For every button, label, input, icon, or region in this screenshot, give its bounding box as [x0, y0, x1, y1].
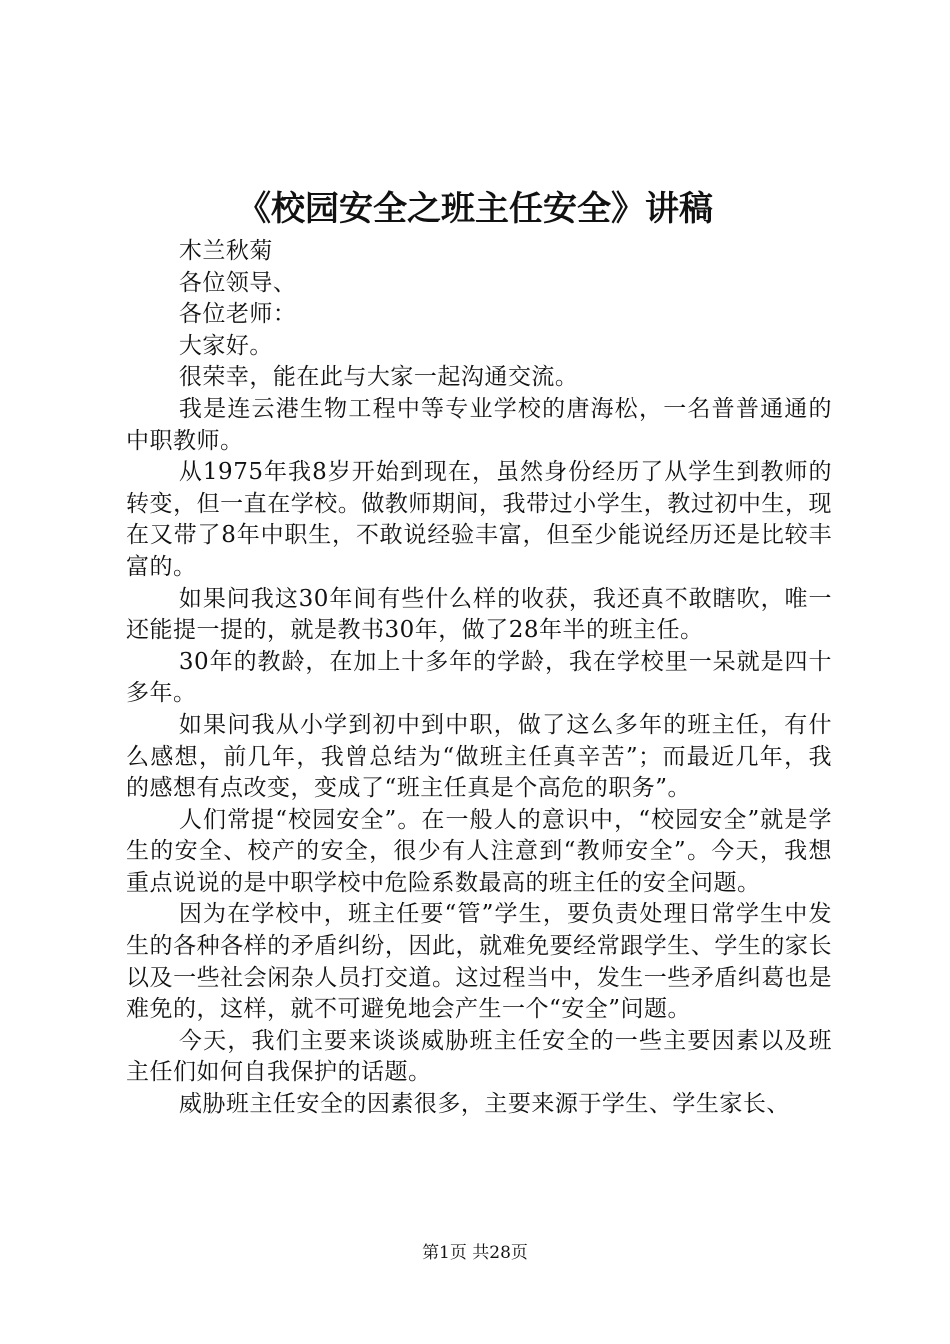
greeting: 大家好。 — [178, 332, 273, 359]
paragraph: 人们常提“校园安全”。在一般人的意识中，“校园安全”就是学生的安全、校产的安全，很少有人注意到“教师安全”。今天，我想重点说说的是中职学校中危险系数最高的班主任的安全问题。 — [126, 806, 832, 896]
paragraph: 今天，我们主要来谈谈威胁班主任安全的一些主要因素以及班主任们如何自我保护的话题。 — [126, 1027, 832, 1086]
paragraph: 30年的教龄，在加上十多年的学龄，我在学校里一呆就是四十多年。 — [126, 648, 832, 707]
salutation-leaders: 各位领导、 — [178, 269, 297, 296]
paragraph: 因为在学校中，班主任要“管”学生，要负责处理日常学生中发生的各种各样的矛盾纠纷，因此，就难免要经常跟学生、学生的家长以及一些社会闲杂人员打交道。这过程当中，发生一些矛盾纠葛也是难免的，这样，就不可避免地会产生一个“安全”问题。 — [126, 901, 832, 1023]
paragraph: 如果问我从小学到初中到中职，做了这么多年的班主任，有什么感想，前几年，我曾总结为“做班主任真辛苦”；而最近几年，我的感想有点改变，变成了“班主任真是个高危的职务”。 — [126, 711, 832, 802]
paragraph: 我是连云港生物工程中等专业学校的唐海松，一名普普通通的中职教师。 — [126, 395, 832, 454]
paragraph: 从1975年我8岁开始到现在，虽然身份经历了从学生到教师的转变，但一直在学校。做教师期间，我带过小学生，教过初中生，现在又带了8年中职生，不敢说经验丰富，但至少能说经历还是比较丰富的。 — [126, 459, 832, 580]
paragraph: 很荣幸，能在此与大家一起沟通交流。 — [178, 364, 579, 391]
paragraph: 威胁班主任安全的因素很多，主要来源于学生、学生家长、 — [178, 1091, 790, 1118]
document-body — [126, 236, 832, 1121]
salutation-teachers: 各位老师： — [178, 301, 297, 328]
author-line: 木兰秋菊 — [178, 238, 273, 264]
paragraph: 如果问我这30年间有些什么样的收获，我还真不敢瞎吹，唯一还能提一提的，就是教书30年，做了28年半的班主任。 — [126, 585, 832, 644]
page-number-footer: 第1页 共28页 — [422, 1243, 528, 1263]
document-title: 《校园安全之班主任安全》讲稿 — [237, 189, 713, 229]
